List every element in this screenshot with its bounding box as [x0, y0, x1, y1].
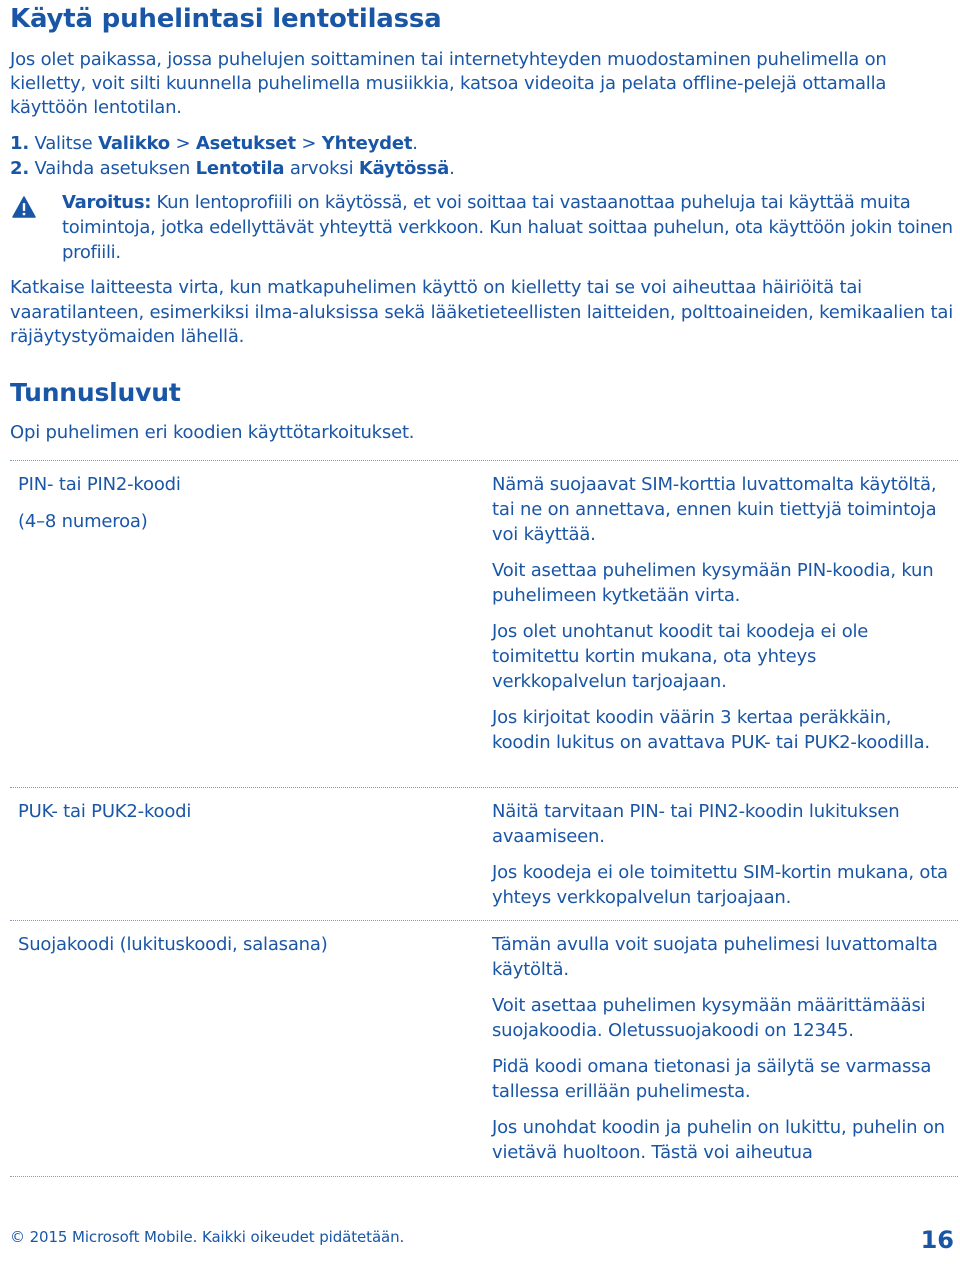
step-1: 1. Valitse Valikko > Asetukset > Yhteydet. [10, 133, 418, 154]
menu-valikko: Valikko [98, 133, 170, 154]
table-cell-description: Näitä tarvitaan PIN- tai PIN2-koodin lukituksen avaamiseen. Jos koodeja ei ole toimitettu SIM-kortin mukana, ota yhteys verkkopalvelun tarjoajaan. [492, 801, 948, 908]
menu-asetukset: Asetukset [195, 133, 296, 154]
intro-paragraph: Jos olet paikassa, jossa puhelujen soittaminen tai internetyhteyden muodostaminen puhelimella on kielletty, voit silti kuunnella puhelimella musiikkia, katsoa videoita ja pelata offline-pelejä ottamalla käyttöön lentotilan. [10, 49, 887, 118]
section-title: Tunnusluvut [10, 378, 181, 407]
step-2: 2. Vaihda asetuksen Lentotila arvoksi Käytössä. [10, 158, 455, 179]
section-subtitle: Opi puhelimen eri koodien käyttötarkoitukset. [10, 422, 415, 443]
table-divider [10, 787, 958, 788]
table-cell-code: Suojakoodi (lukituskoodi, salasana) [18, 934, 328, 955]
setting-lentotila: Lentotila [195, 158, 285, 179]
warning-paragraph: Varoitus: Kun lentoprofiili on käytössä, et voi soittaa tai vastaanottaa puheluja tai käyttää muita toimintoja, jotka edellyttävät yhteyttä verkkoon. Kun haluat soittaa puhelun, ota käyttöön jokin toinen profiili. [62, 192, 953, 263]
value-kaytossa: Käytössä [358, 158, 450, 179]
page-title: Käytä puhelintasi lentotilassa [10, 4, 442, 34]
step-number: 2. [10, 158, 29, 179]
step-number: 1. [10, 133, 29, 154]
table-divider [10, 920, 958, 921]
footer-divider [10, 1176, 958, 1177]
table-cell-code: PUK- tai PUK2-koodi [18, 801, 192, 822]
footer-copyright: © 2015 Microsoft Mobile. Kaikki oikeudet pidätetään. [10, 1228, 405, 1246]
table-cell-description: Nämä suojaavat SIM-korttia luvattomalta käytöltä, tai ne on annettava, ennen kuin tiettyjä toimintoja voi käyttää. Voit asettaa puhelimen kysymään PIN-koodia, kun puhelimeen kytketään virta. Jos olet unohtanut koodit tai koodeja ei ole toimitettu kortin mukana, ota yhteys verkkopalvelun tarjoajaan. Jos kirjoitat koodin väärin 3 kertaa peräkkäin, koodin lukitus on avattava PUK- tai PUK2-koodilla. [492, 474, 937, 753]
page-number: 16 [920, 1226, 954, 1254]
warning-triangle-icon [12, 196, 36, 218]
table-cell-code: PIN- tai PIN2-koodi (4–8 numeroa) [18, 474, 181, 532]
table-cell-description: Tämän avulla voit suojata puhelimesi luvattomalta käytöltä. Voit asettaa puhelimen kysymään määrittämääsi suojakoodia. Oletussuojakoodi on 12345. Pidä koodi omana tietonasi ja säilytä se varmassa tallessa erillään puhelimesta. Jos unohdat koodin ja puhelin on lukittu, puhelin on vietävä huoltoon. Tästä voi aiheutua [492, 934, 945, 1163]
warning-label: Varoitus: [62, 192, 152, 213]
safety-paragraph: Katkaise laitteesta virta, kun matkapuhelimen käyttö on kielletty tai se voi aiheuttaa häiriöitä tai vaaratilanteen, esimerkiksi ilma-aluksissa sekä lääketieteellisten laitteiden, polttoaineiden, kemikaalien tai räjäytystyömaiden lähellä. [10, 277, 953, 347]
menu-yhteydet: Yhteydet [321, 133, 413, 154]
table-divider [10, 460, 958, 461]
